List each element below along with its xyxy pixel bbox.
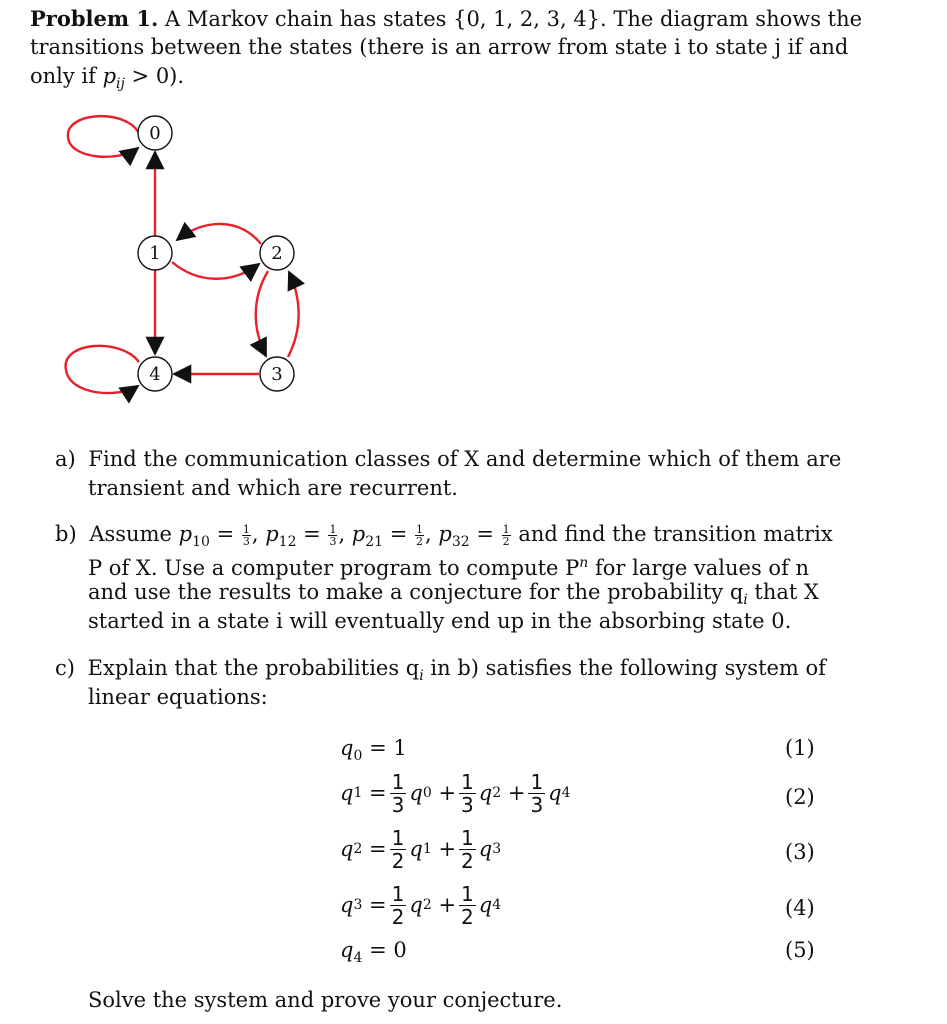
equation-2: q 1 = 1 3 q 0 + 1 3 q 2 + 1 3 q 4 — [340, 769, 571, 817]
edge-2-1 — [177, 224, 261, 244]
equation-5: $q_4 = 0$ — [340, 938, 407, 967]
problem-text-1: A Markov chain has states {0, 1, 2, 3, 4}. The diagram shows the — [165, 7, 863, 31]
part-b-label: b) — [55, 522, 77, 546]
part-a-line-2: transient and which are recurrent. — [88, 476, 458, 500]
edge-1-2 — [172, 262, 259, 279]
part-a-line-1: a) Find the communication classes of X and determine which of them are — [55, 447, 842, 471]
closing-instruction: Solve the system and prove your conjecture. — [88, 988, 563, 1012]
part-b-line-2: P of X. Use a computer program to compute $P^n$ for large values of n — [88, 555, 810, 580]
edge-2-3 — [256, 271, 268, 356]
problem-line-3: only if $p_{ij} > 0$). — [30, 64, 185, 93]
part-a-label: a) — [55, 447, 76, 471]
state-label-1: 1 — [149, 243, 161, 264]
edge-0-0 — [68, 116, 139, 157]
part-c-line-2: linear equations: — [88, 685, 268, 709]
edge-4-4 — [66, 346, 139, 393]
problem-label: Problem 1. — [30, 6, 159, 31]
part-c-label: c) — [55, 656, 75, 680]
equation-tag-2: (2) — [785, 785, 815, 809]
equation-1: $q_0 = 1$ — [340, 736, 407, 765]
problem-line-1 — [30, 4, 862, 34]
state-label-4: 4 — [149, 364, 161, 385]
equation-tag-5: (5) — [785, 938, 815, 962]
state-label-3: 3 — [271, 364, 283, 385]
state-label-2: 2 — [271, 243, 283, 264]
equation-4: q 3 = 1 2 q 2 + 1 2 q 4 — [340, 881, 502, 929]
equation-tag-4: (4) — [785, 896, 815, 920]
edge-3-2 — [288, 272, 299, 357]
part-b-line-3: and use the results to make a conjecture for the probability $q_i$ that X — [88, 580, 819, 609]
state-label-0: 0 — [149, 123, 161, 144]
markov-chain-diagram — [55, 105, 315, 415]
equation-tag-1: (1) — [785, 736, 815, 760]
equation-3: q 2 = 1 2 q 1 + 1 2 q 3 — [340, 825, 502, 873]
equation-tag-3: (3) — [785, 840, 815, 864]
problem-line-2: transitions between the states (there is an arrow from state i to state j if and — [30, 35, 849, 59]
part-c-line-1: c) Explain that the probabilities $q_i$ in b) satisfies the following system of — [55, 656, 826, 685]
part-b-line-4: started in a state i will eventually end up in the absorbing state 0. — [88, 609, 792, 633]
part-b-line-1: b) Assume $p_{10}$ = $\frac{1}{3}$ , $p_{12}$ = $\frac{1}{3}$ , $p_{21}$ = $\frac{1}{2}$ , $p_{32}$ = $\frac{1}{2}$ and find the transition matrix — [55, 522, 833, 551]
